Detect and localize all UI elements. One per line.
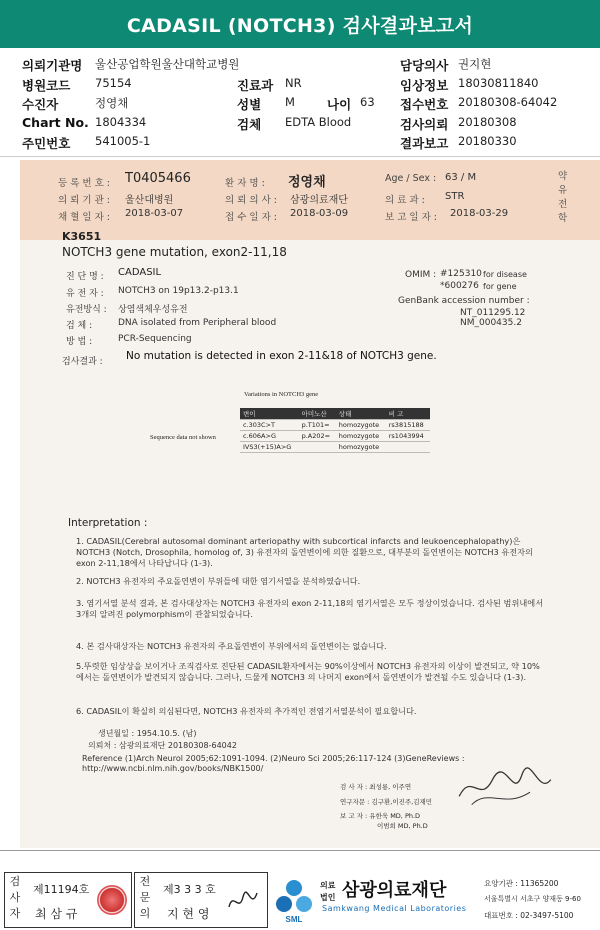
org-name: 삼광의료재단 — [342, 880, 447, 901]
divider — [0, 156, 600, 157]
inherit-value: 상염색체우성유전 — [118, 305, 188, 315]
omim-1-note: for disease — [483, 270, 527, 279]
signature-scribble — [450, 763, 560, 813]
side-char-2: 유 — [558, 185, 568, 196]
spec-label: 검 체 : — [66, 321, 93, 331]
specialist-signature — [225, 883, 261, 919]
var-cell: p.T101= — [299, 419, 336, 430]
side-char-3: 전 — [558, 199, 568, 210]
reg-value: T0405466 — [125, 171, 191, 186]
side-char-1: 약 — [558, 171, 568, 182]
interp-item-3: 3. 염기서열 분석 결과, 본 검사대상자는 NOTCH3 유전자의 exon 2-11,18의 염기서열은 모두 정상이었습니다. 검사된 범위내에서 3개의 알려진 polymorphism이 관찰되었습니다. — [76, 598, 544, 619]
examiner: 검 사 자 : 최성룡, 이주연 — [340, 783, 412, 791]
hospital-value: 울산공업학원울산대학교병원 — [95, 57, 240, 71]
seal-stamp — [97, 885, 127, 915]
sex-label: 성별 — [237, 97, 262, 112]
variations-title: Variations in NOTCH3 gene — [244, 391, 319, 398]
org-address: 서울특별시 서초구 양재동 9-60 — [484, 895, 581, 903]
var-header: 변이 — [240, 408, 299, 419]
logo-text: SML — [285, 915, 303, 924]
referrer-info: 의뢰처 : 삼광의료재단 20180308-64042 — [88, 741, 237, 750]
test-name: NOTCH3 gene mutation, exon2-11,18 — [62, 245, 287, 259]
header-info — [0, 52, 600, 152]
dept-label: 진료과 — [237, 78, 274, 93]
report-title: CADASIL (NOTCH3) 검사결과보고서 — [0, 0, 600, 48]
footer — [0, 872, 600, 930]
doc-value: 삼광의료재단 — [290, 195, 348, 206]
tester-label-1: 검 — [9, 875, 21, 888]
test-code: K3651 — [62, 230, 102, 243]
var-cell: IVS3(+15)A>G — [240, 441, 299, 452]
var-cell: c.606A>G — [240, 430, 299, 441]
variations-table — [240, 408, 430, 453]
tester-no: 제11194호 — [33, 883, 90, 896]
code-label: 병원코드 — [22, 78, 71, 93]
omim-2-note: for gene — [483, 282, 517, 291]
requested-value: 20180308 — [458, 115, 517, 129]
spec-no: 제3 3 3 호 — [163, 883, 216, 896]
specialist-box — [134, 872, 268, 928]
omim-label: OMIM : — [405, 270, 437, 280]
table-row — [240, 419, 430, 430]
diag-value: CADASIL — [118, 267, 162, 278]
agesex-value: 63 / M — [445, 172, 477, 183]
scanned-report — [20, 160, 600, 848]
recv-label: 접 수 일 자 : — [225, 212, 277, 223]
inst-label: 의 뢰 기 관 : — [58, 195, 110, 206]
collect-label: 채 혈 일 자 : — [58, 212, 110, 223]
chart-value: 1804334 — [95, 115, 147, 129]
doc-label: 의 뢰 의 사 : — [225, 195, 277, 206]
side-char-4: 학 — [558, 213, 568, 224]
var-cell: p.A202= — [299, 430, 336, 441]
scan-patient-label: 환 자 명 : — [225, 178, 265, 189]
tester-name: 최 삼 규 — [35, 907, 78, 921]
requested-label: 검사의뢰 — [400, 117, 449, 132]
reporter-2: 이범희 MD, Ph.D — [377, 822, 428, 830]
interp-item-5: 5.뚜렷한 임상상을 보이거나 조직검사로 진단된 CADASIL환자에서는 90%이상에서 NOTCH3 유전자의 이상이 발견되고, 약 10%에서는 돌연변이가 발견되지 않습니다. 그러나, 드물게 NOTCH3 의 나머지 exon에서 돌연변이가 발견될 수도 있습니다 (1-3). — [76, 661, 540, 682]
specimen-value: EDTA Blood — [285, 115, 352, 129]
org-prefix-1: 의료 — [320, 881, 336, 890]
dept-value: NR — [285, 76, 302, 90]
var-header: 비 고 — [386, 408, 430, 419]
table-row — [240, 441, 430, 452]
org-phone: 대표번호 : 02-3497-5100 — [484, 911, 574, 920]
scan-patient-value: 정영채 — [288, 175, 326, 190]
ward-value: STR — [445, 191, 465, 202]
report-value: 2018-03-29 — [450, 208, 509, 219]
hospital-label: 의뢰기관명 — [22, 58, 83, 73]
received-value: 20180308-64042 — [458, 95, 558, 109]
interp-item-2: 2. NOTCH3 유전자의 주요돌연변이 부위들에 대한 염기서열을 분석하였습니다. — [76, 576, 361, 586]
age-value: 63 — [360, 95, 375, 109]
genbank-1: NT_011295.12 — [460, 308, 526, 318]
table-row — [240, 430, 430, 441]
method-label: 방 법 : — [66, 337, 93, 347]
report-label: 보 고 일 자 : — [385, 212, 437, 223]
agesex-label: Age / Sex : — [385, 173, 437, 184]
reporter-1: 보 고 자 : 유한욱 MD, Ph.D — [340, 812, 421, 820]
scan-header — [20, 160, 600, 240]
gene-label: 유 전 자 : — [66, 289, 104, 299]
omim-2: *600276 — [440, 281, 479, 291]
spec-label-3: 의 — [139, 907, 151, 920]
sex-value: M — [285, 95, 295, 109]
clinical-value: 18030811840 — [458, 76, 539, 90]
var-header: 아미노산 — [299, 408, 336, 419]
interp-title: Interpretation : — [68, 517, 148, 529]
interp-item-6: 6. CADASIL이 확실히 의심된다면, NOTCH3 유전자의 추가적인 전염기서열분석이 필요합니다. — [76, 706, 417, 716]
diag-label: 진 단 명 : — [66, 272, 104, 282]
reference: Reference (1)Arch Neurol 2005;62:1091-1094. (2)Neuro Sci 2005;26:117-124 (3)GeneReviews : http://www.ncbi.nlm.nih.gov/books/NBK1500/ — [82, 754, 465, 773]
reported-label: 결과보고 — [400, 136, 449, 151]
omim-1: #125310 — [440, 269, 482, 279]
var-cell: homozygote — [336, 430, 386, 441]
patient-label: 수진자 — [22, 97, 59, 112]
seq-note: Sequence data not shown — [150, 434, 216, 441]
chart-label: Chart No. — [22, 115, 89, 130]
received-label: 접수번호 — [400, 97, 449, 112]
ward-label: 의 료 과 : — [385, 195, 425, 206]
result-label: 검사결과 : — [62, 357, 103, 367]
reported-value: 20180330 — [458, 134, 517, 148]
ssn-label: 주민번호 — [22, 136, 71, 151]
org-prefix-2: 법인 — [320, 893, 336, 902]
doctor-label: 담당의사 — [400, 58, 449, 73]
gene-value: NOTCH3 on 19p13.2-p13.1 — [118, 286, 239, 296]
spec-label-2: 문 — [139, 891, 151, 904]
reg-label: 등 록 번 호 : — [58, 178, 110, 189]
code-value: 75154 — [95, 76, 132, 90]
var-cell: rs1043994 — [386, 430, 430, 441]
genbank-label: GenBank accession number : — [398, 296, 530, 306]
collect-value: 2018-03-07 — [125, 208, 184, 219]
sml-logo-icon — [272, 874, 316, 924]
interp-item-4: 4. 본 검사대상자는 NOTCH3 유전자의 주요돌연변이 부위에서의 돌연변이는 없습니다. — [76, 641, 387, 651]
tester-box — [4, 872, 132, 928]
clinical-label: 임상정보 — [400, 78, 449, 93]
var-cell: c.303C>T — [240, 419, 299, 430]
birth-info: 생년월일 : 1954.10.5. (남) — [98, 729, 197, 738]
result-value: No mutation is detected in exon 2-11&18 of NOTCH3 gene. — [126, 350, 437, 362]
tester-label-3: 자 — [9, 907, 21, 920]
var-cell: rs3815188 — [386, 419, 430, 430]
genbank-2: NM_000435.2 — [460, 318, 522, 328]
tester-label-2: 사 — [9, 891, 21, 904]
age-label: 나이 — [327, 97, 352, 112]
inherit-label: 유전방식 : — [66, 305, 107, 315]
ssn-value: 541005-1 — [95, 134, 151, 148]
footer-divider — [0, 850, 600, 851]
recv-value: 2018-03-09 — [290, 208, 349, 219]
var-cell — [386, 441, 430, 452]
patient-value: 정영채 — [95, 96, 129, 110]
researcher: 연구자문 : 김구환,이진주,김재민 — [340, 798, 433, 806]
org-code: 요양기관 : 11365200 — [484, 879, 559, 888]
var-cell: homozygote — [336, 441, 386, 452]
var-header: 상태 — [336, 408, 386, 419]
org-english: Samkwang Medical Laboratories — [322, 904, 467, 913]
spec-label-1: 전 — [139, 875, 151, 888]
spec-name: 지 현 영 — [167, 907, 210, 921]
doctor-value: 권지현 — [458, 57, 492, 71]
interp-item-1: 1. CADASIL(Cerebral autosomal dominant arteriopathy with subcortical infarcts and leukoencephalopathy)은 NOTCH3 (Notch, Drosophila, homolog of, 3) 유전자의 돌연변이에 의한 질환으로, 대부분의 돌연변이는 NOTCH3 유전자의 exon 2-11,18에서 나타납니다 (1-3). — [76, 536, 533, 568]
method-value: PCR-Sequencing — [118, 334, 192, 344]
var-cell: homozygote — [336, 419, 386, 430]
spec-value: DNA isolated from Peripheral blood — [118, 318, 277, 328]
var-cell — [299, 441, 336, 452]
inst-value: 울산대병원 — [125, 195, 174, 206]
specimen-label: 검체 — [237, 117, 262, 132]
